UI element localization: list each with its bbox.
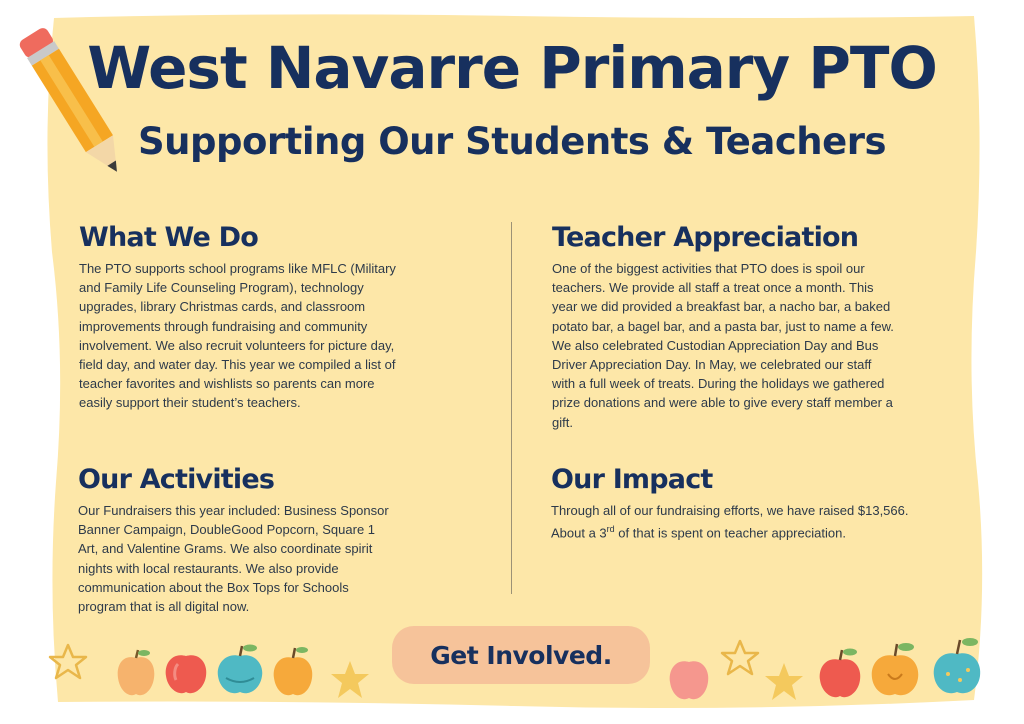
page-subtitle: Supporting Our Students & Teachers [138,120,886,163]
teacher-appreciation-body-2: We also celebrated Custodian Appreciation Day and Bus Driver Appreciation Day. In May, we celebrated our staff with a full week of treats. During the holidays we gathered prize donations and were able to give every staff member a gift. [552,337,893,430]
our-activities-section [78,464,398,616]
apple-icon [162,646,210,696]
our-activities-body: Our Fundraisers this year included: Business Sponsor Banner Campaign, DoubleGood Popcorn, Square 1 Art, and Valentine Grams. We also coordinate spirit nights with local restaurants. We also provide communication about the Box Tops for Schools program that is all digital now. [78,503,389,615]
apple-icon [816,646,864,700]
column-divider [511,222,512,594]
apple-icon [214,642,266,698]
page-title: West Navarre Primary PTO [87,34,937,102]
our-impact-line-1: Through all of our fundraising efforts, we have raised $13,566. [551,503,909,518]
apple-icon [868,640,922,700]
star-icon [720,638,760,678]
star-icon [48,642,88,682]
star-icon [762,660,806,704]
apple-icon [930,634,984,700]
our-impact-section [551,464,951,543]
peach-icon [666,652,712,702]
our-impact-heading: Our Impact [551,464,713,495]
our-impact-line-2: About a 3rd of that is spent on teacher appreciation. [551,524,846,541]
star-icon [328,658,372,702]
what-we-do-section [79,222,399,413]
apple-icon [114,648,158,700]
get-involved-button[interactable]: Get Involved. [392,626,650,684]
teacher-appreciation-heading: Teacher Appreciation [552,222,859,253]
what-we-do-heading: What We Do [79,222,259,253]
apple-icon [270,644,316,698]
what-we-do-body: The PTO supports school programs like MFLC (Military and Family Life Counseling Program), technology upgrades, library Christmas cards, and classroom improvements through fundraising and community involvement. We also recruit volunteers for picture day, field day, and water day. This year we compiled a list of teacher favorites and wishlists so parents can more easily support their student’s teachers. [79,261,396,411]
our-activities-heading: Our Activities [78,464,275,495]
teacher-appreciation-section [552,222,897,432]
teacher-appreciation-body-1: One of the biggest activities that PTO does is spoil our teachers. We provide all staff a treat once a month. This year we did provided a breakfast bar, a nacho bar, a baked potato bar, a bagel bar, and a pasta bar, just to name a few. [552,261,894,334]
